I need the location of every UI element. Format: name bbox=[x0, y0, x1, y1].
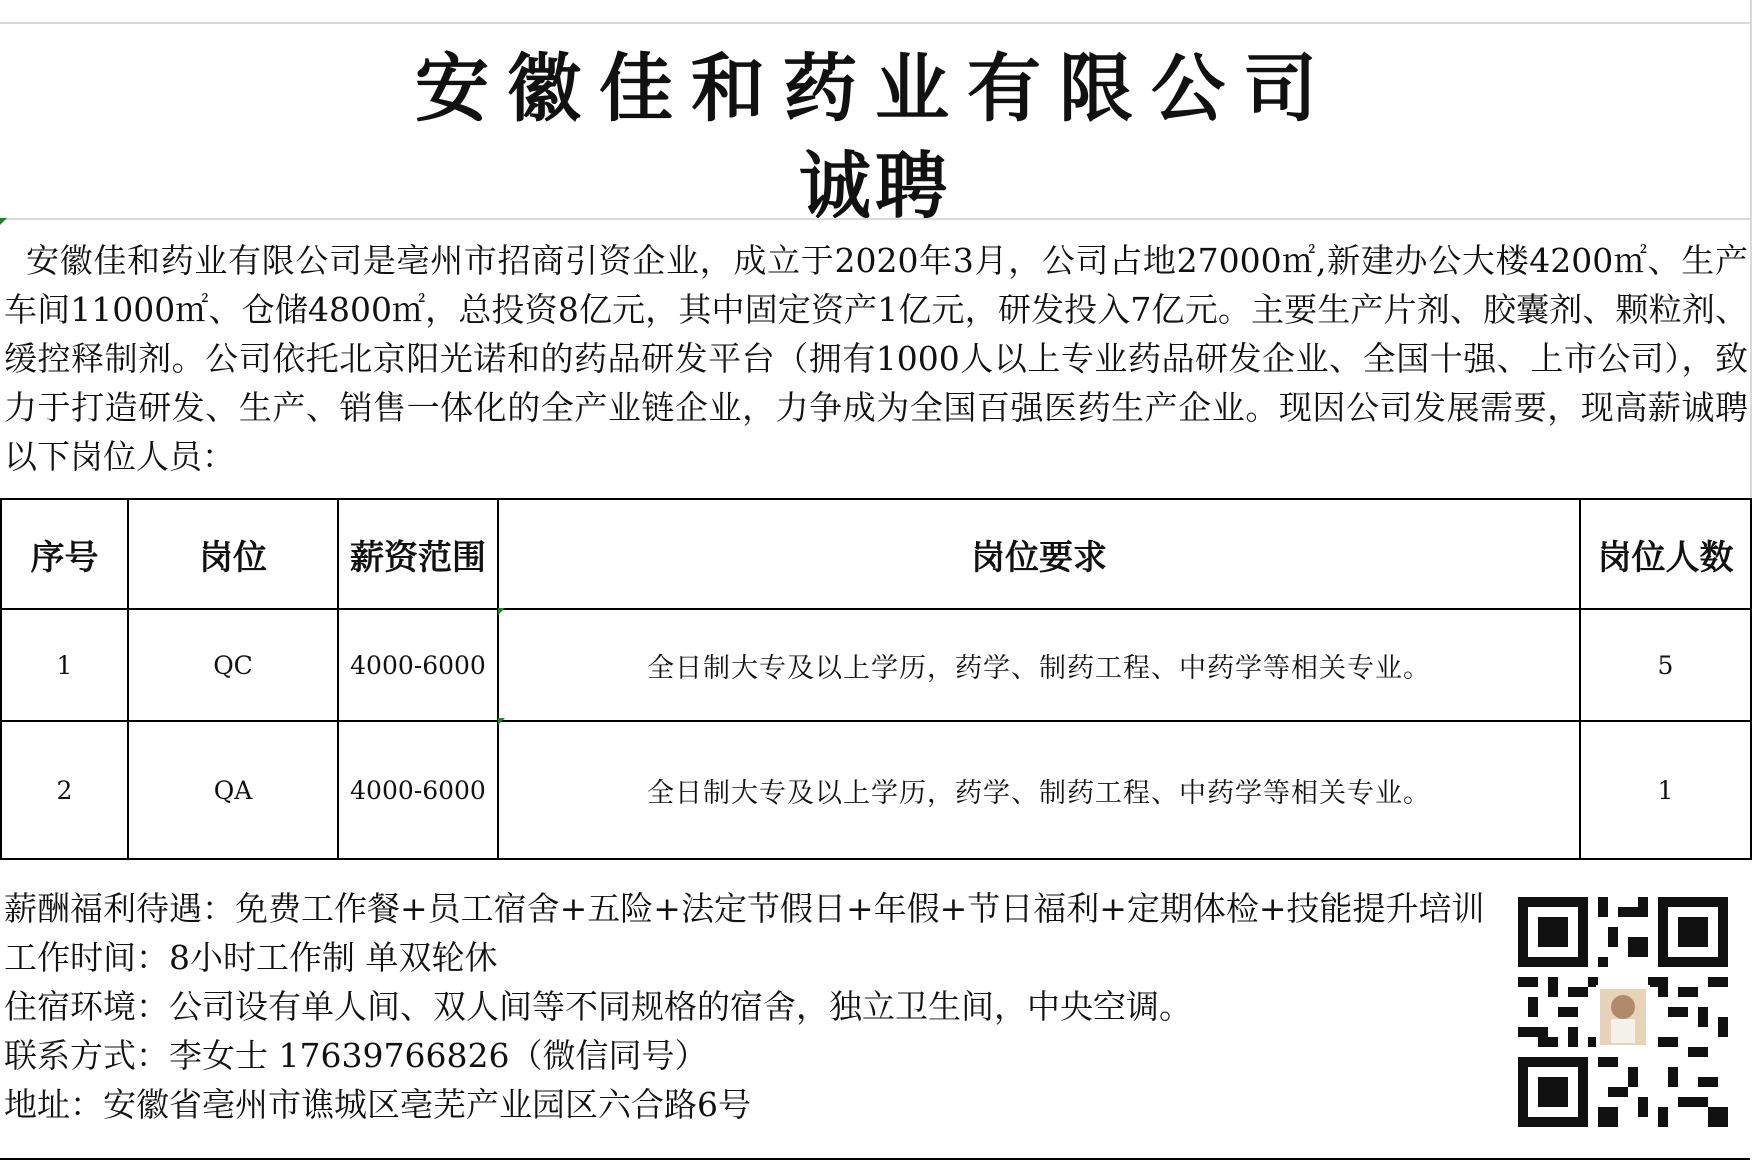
address-line: 地址：安徽省亳州市谯城区亳芜产业园区六合路6号 bbox=[4, 1085, 751, 1124]
job-table bbox=[0, 498, 1752, 860]
cell-marker bbox=[498, 718, 505, 725]
row-requirements: 全日制大专及以上学历，药学、制药工程、中药学等相关专业。 bbox=[498, 721, 1580, 859]
row-index: 1 bbox=[1, 609, 128, 721]
recruit-heading: 诚聘 bbox=[798, 143, 951, 228]
row-position: QC bbox=[128, 609, 338, 721]
table-row bbox=[1, 721, 1751, 859]
hours-line: 工作时间：8小时工作制 单双轮休 bbox=[4, 938, 498, 977]
company-intro: 安徽佳和药业有限公司是亳州市招商引资企业，成立于2020年3月，公司占地27000㎡,新建办公大楼4200㎡、生产车间11000㎡、仓储4800㎡，总投资8亿元，其中固定资产1亿元，研发投入7亿元。主要生产片剂、胶囊剂、颗粒剂、缓控释制剂。公司依托北京阳光诺和的药品研发平台（拥有1000人以上专业药品研发企业、全国十强、上市公司），致力于打造研发、生产、销售一体化的全产业链企业，力争成为全国百强医药生产企业。现因公司发展需要，现高薪诚聘以下岗位人员： bbox=[4, 241, 1748, 476]
row-salary: 4000-6000 bbox=[338, 721, 498, 859]
row-headcount: 5 bbox=[1580, 609, 1751, 721]
gridline bbox=[0, 22, 1750, 24]
benefits-line: 薪酬福利待遇：免费工作餐+员工宿舍+五险+法定节假日+年假+节日福利+定期体检+技能提升培训 bbox=[4, 889, 1485, 928]
table-row bbox=[1, 609, 1751, 721]
row-salary: 4000-6000 bbox=[338, 609, 498, 721]
header-index: 序号 bbox=[1, 499, 128, 609]
header-headcount: 岗位人数 bbox=[1580, 499, 1751, 609]
cell-marker bbox=[0, 218, 7, 225]
gridline bbox=[1750, 0, 1752, 500]
table-header-row bbox=[1, 499, 1751, 609]
header-requirements: 岗位要求 bbox=[498, 499, 1580, 609]
wechat-qr-code bbox=[1518, 896, 1728, 1128]
row-requirements: 全日制大专及以上学历，药学、制药工程、中药学等相关专业。 bbox=[498, 609, 1580, 721]
cell-marker bbox=[498, 608, 505, 615]
company-title: 安徽佳和药业有限公司 bbox=[415, 46, 1335, 132]
row-position: QA bbox=[128, 721, 338, 859]
contact-line: 联系方式：李女士 17639766826（微信同号） bbox=[4, 1036, 708, 1075]
row-index: 2 bbox=[1, 721, 128, 859]
gridline bbox=[0, 218, 1750, 220]
housing-line: 住宿环境：公司设有单人间、双人间等不同规格的宿舍，独立卫生间，中央空调。 bbox=[4, 987, 1192, 1026]
header-salary: 薪资范围 bbox=[338, 499, 498, 609]
gridline bbox=[0, 1158, 1750, 1160]
header-position: 岗位 bbox=[128, 499, 338, 609]
row-headcount: 1 bbox=[1580, 721, 1751, 859]
job-info bbox=[4, 884, 1504, 1129]
